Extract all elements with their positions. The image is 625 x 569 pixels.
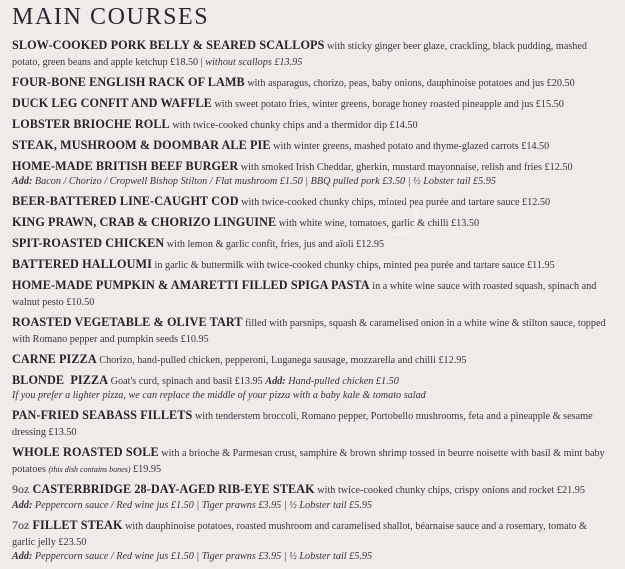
item-name: CARNE PIZZA bbox=[12, 351, 97, 366]
item-name: BLONDE PIZZA bbox=[12, 372, 109, 387]
item-price: £19.95 bbox=[130, 464, 162, 476]
item-desc: with sticky ginger beer glaze, crackling, black pudding, mashed potato, green beans and apple ketchup £18.50 | bbox=[12, 41, 588, 69]
item-name: HOME-MADE PUMPKIN & AMARETTI FILLED SPIGA PASTA bbox=[12, 277, 370, 292]
item-addons bbox=[12, 175, 612, 189]
item-desc: in a white wine sauce with roasted squash, spinach and walnut pesto £10.50 bbox=[12, 280, 597, 308]
item-name: SPIT-ROASTED CHICKEN bbox=[12, 235, 165, 250]
item-weight: 7oz bbox=[12, 517, 30, 532]
item-name: LOBSTER BRIOCHE ROLL bbox=[12, 116, 170, 131]
item-desc: with sweet potato fries, winter greens, borage honey roasted pineapple and jus £15.50 bbox=[211, 99, 564, 111]
item-desc: with smoked Irish Cheddar, gherkin, mustard mayonnaise, relish and fries £12.50 bbox=[238, 161, 573, 173]
menu-item bbox=[12, 352, 612, 368]
add-label: Add: bbox=[12, 551, 33, 563]
item-small-note: (this dish contains bones) bbox=[48, 465, 131, 475]
item-name: ROASTED VEGETABLE & OLIVE TART bbox=[12, 314, 243, 329]
menu-item bbox=[12, 236, 612, 252]
item-addons bbox=[12, 499, 612, 513]
item-name: PAN-FRIED SEABASS FILLETS bbox=[12, 407, 193, 422]
item-desc: with asparagus, chorizo, peas, baby onions, dauphinoise potatoes and jus £20.50 bbox=[244, 78, 575, 90]
item-addons bbox=[12, 550, 612, 564]
item-name: WHOLE ROASTED SOLE bbox=[12, 445, 159, 460]
item-name: BATTERED HALLOUMI bbox=[12, 256, 152, 271]
item-name: BEER-BATTERED LINE-CAUGHT COD bbox=[12, 193, 239, 208]
add-label: Add: bbox=[265, 375, 286, 387]
menu-item bbox=[12, 373, 612, 404]
item-desc: with winter greens, mashed potato and thyme-glazed carrots £14.50 bbox=[270, 140, 550, 152]
item-desc: with tenderstem broccoli, Romano pepper, Portobello mushrooms, feta and a pineapple & sesame dressing £13.50 bbox=[12, 410, 593, 439]
item-desc: with white wine, tomatoes, garlic & chilli £13.50 bbox=[276, 217, 480, 229]
menu-item bbox=[12, 518, 612, 565]
addon-text: Bacon / Chorizo / Cropwell Bishop Stilton / Flat mushroom £1.50 | BBQ pulled pork £3.50 | ½ Lobster tail £5.95 bbox=[32, 176, 496, 188]
item-name: FILLET STEAK bbox=[29, 517, 123, 532]
menu-item bbox=[12, 138, 612, 154]
menu-item bbox=[12, 408, 612, 441]
item-desc: with a brioche & Parmesan crust, samphire & brown shrimp tossed in beurre noisette with basil & mint baby potatoes bbox=[12, 448, 605, 476]
item-desc: Goat's curd, spinach and basil £13.95 bbox=[108, 375, 266, 387]
item-note: without scallops £13.95 bbox=[205, 57, 303, 69]
menu-item bbox=[12, 215, 612, 231]
item-name: SLOW-COOKED PORK BELLY & SEARED SCALLOPS bbox=[12, 38, 325, 52]
item-desc: in garlic & buttermilk with twice-cooked chunky chips, minted pea purée and tartare sauce £11.95 bbox=[151, 259, 555, 271]
add-label: Add: bbox=[12, 176, 33, 188]
menu-item bbox=[12, 278, 612, 311]
menu-item bbox=[12, 482, 612, 513]
item-name: HOME-MADE BRITISH BEEF BURGER bbox=[12, 158, 239, 173]
item-name: CASTERBRIDGE 28-DAY-AGED RIB-EYE STEAK bbox=[29, 482, 315, 497]
item-name: DUCK LEG CONFIT AND WAFFLE bbox=[12, 96, 212, 111]
menu-item bbox=[12, 159, 612, 190]
item-desc: with dauphinoise potatoes, roasted mushroom and caramelised shallot, béarnaise sauce and a rosemary, tomato & garlic jelly £23.50 bbox=[12, 520, 587, 548]
item-desc: with twice-cooked chunky chips and a thermidor dip £14.50 bbox=[169, 119, 418, 131]
menu-item bbox=[12, 75, 612, 91]
menu-item bbox=[12, 38, 612, 71]
item-subnote: If you prefer a lighter pizza, we can replace the middle of your pizza with a baby kale & tomato salad bbox=[12, 390, 426, 402]
item-desc: with twice-cooked chunky chips, minted pea purée and tartare sauce £12.50 bbox=[238, 196, 551, 208]
section-title: MAIN COURSES bbox=[12, 4, 210, 30]
item-desc: filled with parsnips, squash & caramelised onion in a white wine & stilton sauce, topped with Romano pepper and pumpkin seeds £10.95 bbox=[12, 317, 606, 345]
menu-item bbox=[12, 96, 612, 112]
item-weight: 9oz bbox=[12, 482, 30, 497]
item-name: KING PRAWN, CRAB & CHORIZO LINGUINE bbox=[12, 214, 277, 229]
addon-text: Peppercorn sauce / Red wine jus £1.50 | Tiger prawns £3.95 | ½ Lobster tail £5.95 bbox=[32, 551, 373, 563]
item-desc: with twice-cooked chunky chips, crispy onions and rocket £21.95 bbox=[314, 485, 585, 497]
item-desc: with lemon & garlic confit, fries, jus and aïoli £12.95 bbox=[164, 238, 385, 250]
menu-item bbox=[12, 315, 612, 348]
item-desc: Chorizo, hand-pulled chicken, pepperoni, Luganega sausage, mozzarella and chilli £12.95 bbox=[96, 354, 467, 366]
item-name: STEAK, MUSHROOM & DOOMBAR ALE PIE bbox=[12, 137, 271, 152]
menu-item bbox=[12, 117, 612, 133]
addon-text: Peppercorn sauce / Red wine jus £1.50 | Tiger prawns £3.95 | ½ Lobster tail £5.95 bbox=[32, 499, 373, 511]
menu-items bbox=[12, 38, 612, 569]
add-label: Add: bbox=[12, 499, 33, 511]
menu-item bbox=[12, 194, 612, 210]
menu-item bbox=[12, 445, 612, 478]
menu-item bbox=[12, 257, 612, 273]
addon-text: Hand-pulled chicken £1.50 bbox=[285, 375, 399, 387]
item-name: FOUR-BONE ENGLISH RACK OF LAMB bbox=[12, 75, 245, 90]
